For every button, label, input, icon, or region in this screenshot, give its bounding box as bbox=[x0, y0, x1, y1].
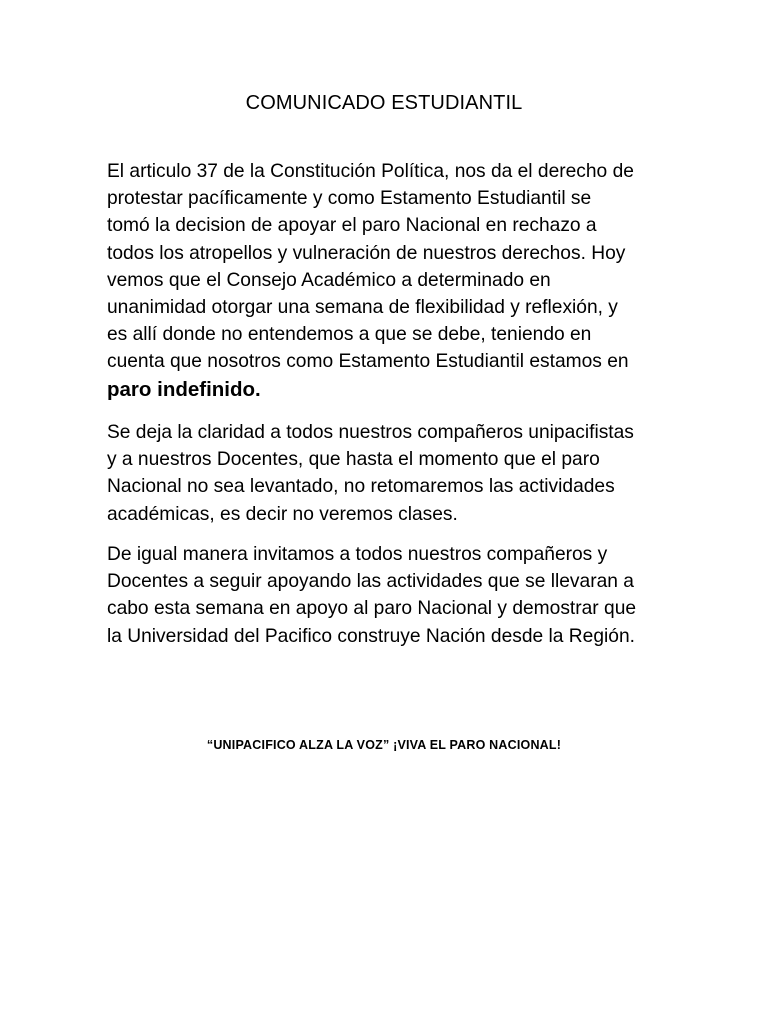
text-line: vemos que el Consejo Académico a determinado en bbox=[107, 269, 551, 291]
text-line: académicas, es decir no veremos clases. bbox=[107, 503, 458, 525]
slogan: “UNIPACIFICO ALZA LA VOZ” ¡VIVA EL PARO NACIONAL! bbox=[206, 738, 562, 752]
text-line: tomó la decision de apoyar el paro Nacional en rechazo a bbox=[107, 215, 597, 237]
document-title: COMUNICADO ESTUDIANTIL bbox=[245, 92, 523, 114]
text-line: es allí donde no entendemos a que se debe, teniendo en bbox=[107, 324, 592, 346]
text-line: Se deja la claridad a todos nuestros compañeros unipacifistas bbox=[107, 422, 634, 443]
text-line: cuenta que nosotros como Estamento Estudiantil estamos en bbox=[107, 351, 629, 373]
paragraph-invitation bbox=[107, 541, 667, 650]
text-line: De igual manera invitamos a todos nuestros compañeros y bbox=[107, 544, 608, 565]
paragraph-clarification bbox=[107, 419, 667, 528]
text-line: la Universidad del Pacifico construye Nación desde la Región. bbox=[107, 625, 635, 647]
text-line: cabo esta semana en apoyo al paro Nacional y demostrar que bbox=[107, 598, 637, 620]
paragraph-constitution bbox=[107, 158, 667, 404]
text-line: unanimidad otorgar una semana de flexibilidad y reflexión, y bbox=[107, 297, 618, 319]
text-line: Nacional no sea levantado, no retomaremos las actividades bbox=[107, 476, 615, 498]
text-line: protestar pacíficamente y como Estamento Estudiantil se bbox=[107, 188, 592, 210]
text-line: todos los atropellos y vulneración de nuestros derechos. Hoy bbox=[107, 242, 626, 264]
text-line: El articulo 37 de la Constitución Política, nos da el derecho de bbox=[107, 161, 634, 182]
text-line: Docentes a seguir apoyando las actividades que se llevaran a bbox=[107, 571, 634, 593]
text-line: y a nuestros Docentes, que hasta el momento que el paro bbox=[107, 449, 600, 471]
emphasis-indefinite-strike: paro indefinido. bbox=[107, 377, 261, 401]
